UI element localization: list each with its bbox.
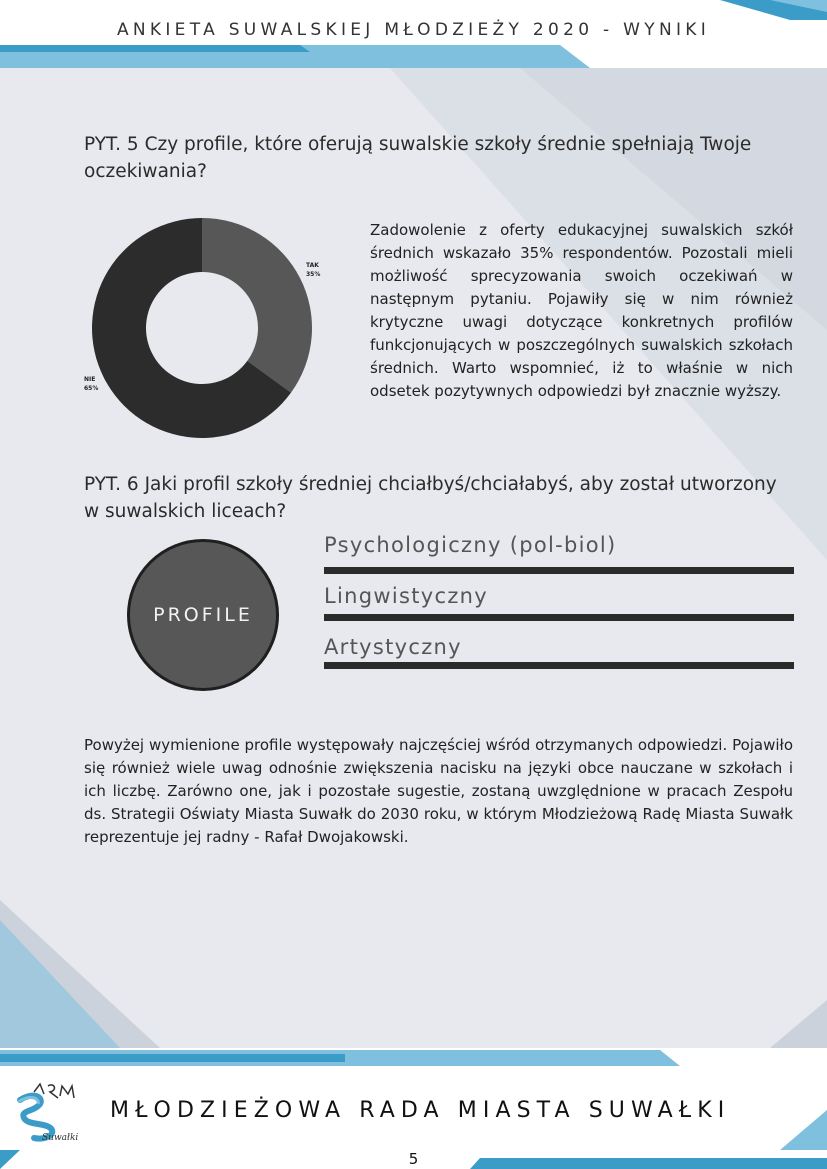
- profile-circle-label: PROFILE: [153, 604, 253, 626]
- donut-label-tak-name: TAK: [306, 262, 319, 269]
- question-5-title: PYT. 5 Czy profile, które oferują suwalskie szkoły średnie spełniają Twoje oczekiwania?: [84, 134, 752, 182]
- mrm-logo: [14, 1082, 82, 1144]
- header-title: ANKIETA SUWALSKIEJ MŁODZIEŻY 2020 - WYNIKI: [116, 20, 711, 40]
- profile-item-psychologiczny: [324, 532, 794, 558]
- question-6-title: PYT. 6 Jaki profil szkoły średniej chciałbyś/chciałabyś, aby został utworzony w suwalskich liceach?: [84, 474, 777, 522]
- profile-item-artystyczny: [324, 634, 794, 660]
- donut-label-nie-name: NIE: [84, 376, 96, 383]
- profile-divider: [324, 662, 794, 669]
- profile-item-lingwistyczny: [324, 583, 794, 609]
- svg-text:Suwałki: Suwałki: [42, 1133, 79, 1143]
- profile-item-label: Lingwistyczny: [324, 584, 488, 608]
- donut-slice-tak: [202, 218, 312, 393]
- donut-chart: [90, 216, 314, 440]
- profile-divider: [324, 567, 794, 574]
- question-5-commentary: Zadowolenie z oferty edukacyjnej suwalskich szkół średnich wskazało 35% respondentów. Pozostali mieli możliwość sprecyzowania swoich oczekiwań w następnym pytaniu. Pojawiły się w nim również krytyczne uwagi dotyczące konkretnych profilów funkcjonujących w poszczególnych suwalskich szkołach średnich. Warto wspomnieć, iż to właśnie w nich odsetek pozytywnych odpowiedzi był znacznie wyższy.: [370, 221, 793, 400]
- profile-circle: [127, 539, 279, 691]
- profile-divider: [324, 614, 794, 621]
- profile-item-label: Artystyczny: [324, 635, 462, 659]
- footer-title: MŁODZIEŻOWA RADA MIASTA SUWAŁKI: [110, 1098, 731, 1123]
- donut-label-tak-value: 35%: [306, 271, 321, 278]
- profile-item-label: Psychologiczny (pol-biol): [324, 533, 617, 557]
- donut-label-nie-value: 65%: [84, 385, 99, 392]
- summary-paragraph: Powyżej wymienione profile występowały najczęściej wśród otrzymanych odpowiedzi. Pojawiło się również wiele uwag odnośnie zwiększenia nacisku na języki obce nauczane w szkołach i ich liczbę. Zarówno one, jak i pozostałe sugestie, zostaną uwzględnione w pracach Zespołu ds. Strategii Oświaty Miasta Suwałk do 2030 roku, w którym Młodzieżową Radę Miasta Suwałk reprezentuje jej radny - Rafał Dwojakowski.: [84, 736, 793, 846]
- donut-label-tak: [306, 261, 320, 279]
- page-number: 5: [408, 1150, 419, 1168]
- donut-label-nie: [84, 375, 98, 393]
